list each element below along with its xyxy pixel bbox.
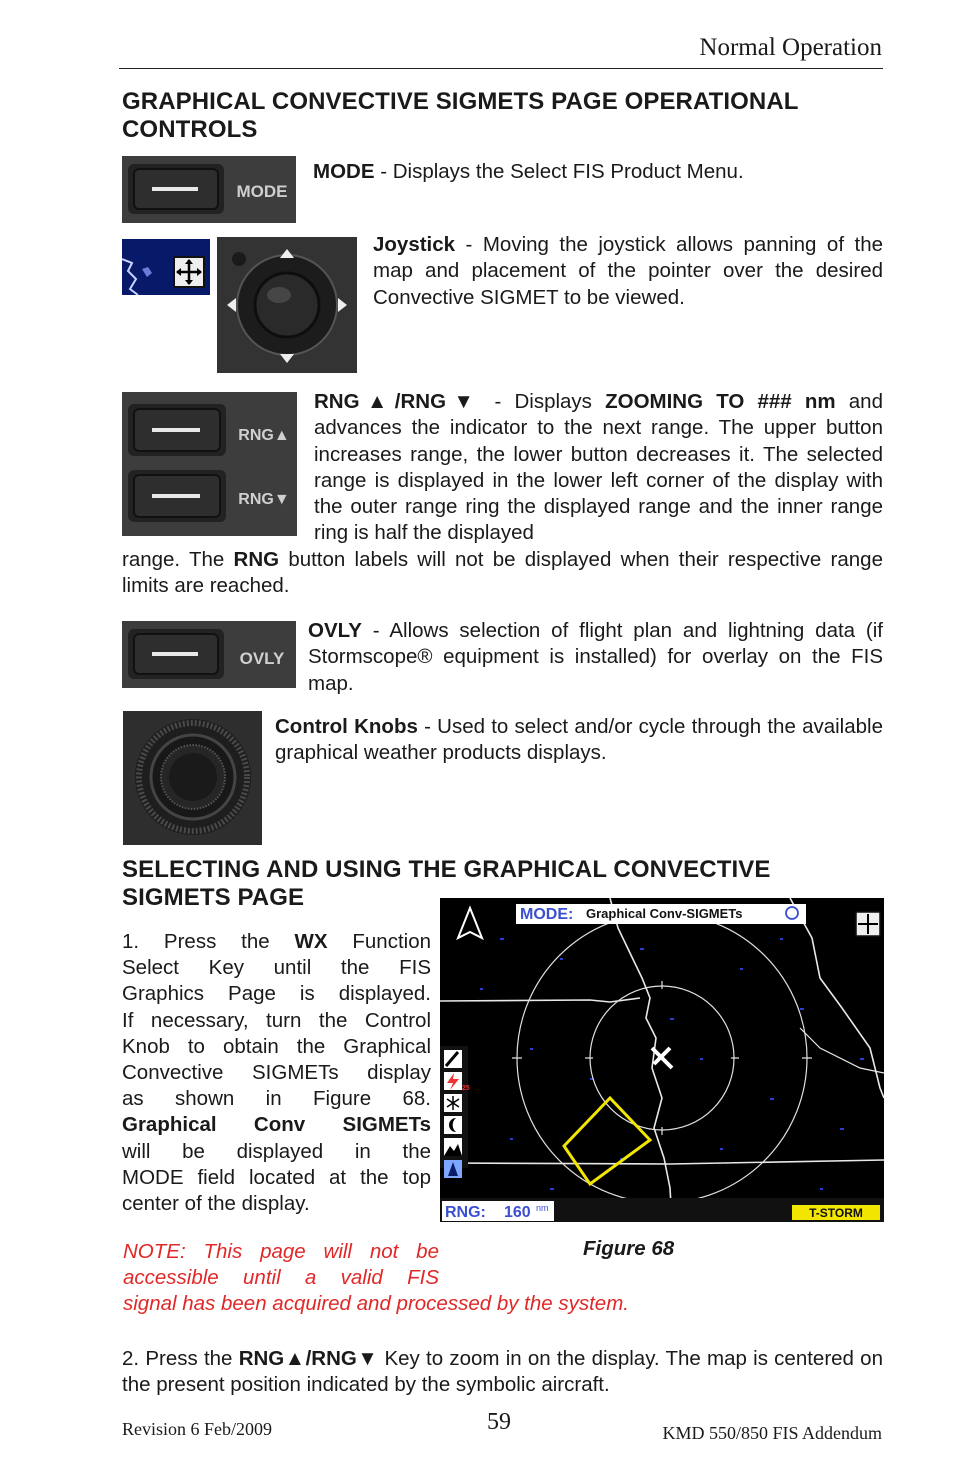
step-1-line: will be displayed in the [122,1139,431,1163]
mode-button-image [122,156,296,223]
joystick-image [217,237,357,373]
svg-text:25: 25 [462,1085,470,1092]
figure-rng-unit: nm [536,1203,549,1213]
step-1-line: Convective SIGMETs display [122,1061,431,1085]
step-1-line: Graphics Page is displayed. [122,982,431,1006]
joystick-description: Joystick - Moving the joystick allows panning of the map and placement of the pointer over the desired Convective SIGMET to be viewed. [373,233,883,309]
rng-buttons-image [122,392,297,536]
figure-rng-value: 160 [504,1204,531,1221]
step-1-line: MODE field located at the top [122,1165,431,1189]
footer-document-title: KMD 550/850 FIS Addendum [662,1423,882,1443]
step-1-line: Select Key until the FIS [122,956,431,980]
section-title-operational-controls: GRAPHICAL CONVECTIVE SIGMETS PAGE OPERATIONAL CONTROLS [122,88,799,143]
step-2-text: 2. Press the RNG▲/RNG▼ Key to zoom in on the display. The map is centered on the present position indicated by the symbolic aircraft. [122,1347,883,1397]
step-1-line: Knob to obtain the Graphical [122,1034,431,1058]
rng-up-key-label: RNG▲ [238,427,290,444]
step-1-line: 1. Press the WX Function [122,930,431,953]
rng-down-key-label: RNG▼ [238,491,290,508]
ovly-description: OVLY - Allows selection of flight plan and lightning data (if Stormscope® equipment is installed) for overlay on the FIS map. [308,619,883,695]
step-1-line: as shown in Figure 68. [122,1087,431,1111]
ovly-key-label: OVLY [239,649,285,668]
control-knobs-description: Control Knobs - Used to select and/or cycle through the available graphical weather products displays. [275,715,883,765]
figure-68-caption: Figure 68 [583,1237,675,1260]
figure-mode-label: MODE: [520,906,574,923]
step-1-line: center of the display. [122,1192,310,1216]
mode-key-label: MODE [236,182,288,201]
note-line-1: NOTE: This page will not be [123,1240,439,1263]
rng-description: RNG▲/RNG▼ - Displays ZOOMING TO ### nm and advances the indicator to the next range. The upper button increases range, the lower button decreases it. The selected range is displayed in the lower left corner of the display with the outer range ring the displayed range and the inner range ring is half the displayed [314,390,883,545]
running-header: Normal Operation [699,34,882,61]
section-title-selecting-using: SELECTING AND USING THE GRAPHICAL CONVECTIVE SIGMETS PAGE [122,856,771,911]
map-pan-cursor-image [122,239,210,295]
rng-description-continued: range. The RNG button labels will not be displayed when their respective range limits are reached. [122,548,883,598]
step-1-text [122,929,431,1217]
step-1-line: Graphical Conv SIGMETs [122,1113,431,1137]
note-line-3: signal has been acquired and processed by the system. [123,1292,629,1315]
figure-rng-label: RNG: [445,1204,486,1221]
mode-description: MODE - Displays the Select FIS Product Menu. [313,160,744,183]
footer-revision: Revision 6 Feb/2009 [122,1419,273,1439]
figure-68-fis-display [440,898,884,1222]
figure-tstorm-label: T-STORM [809,1206,863,1220]
ovly-button-image [122,621,296,688]
control-knob-image [123,711,262,845]
figure-mode-value: Graphical Conv-SIGMETs [586,906,743,921]
note-line-2: accessible until a valid FIS [123,1266,439,1289]
header-rule [119,68,883,69]
page-number: 59 [487,1409,511,1435]
step-1-line: If necessary, turn the Control [122,1008,431,1032]
